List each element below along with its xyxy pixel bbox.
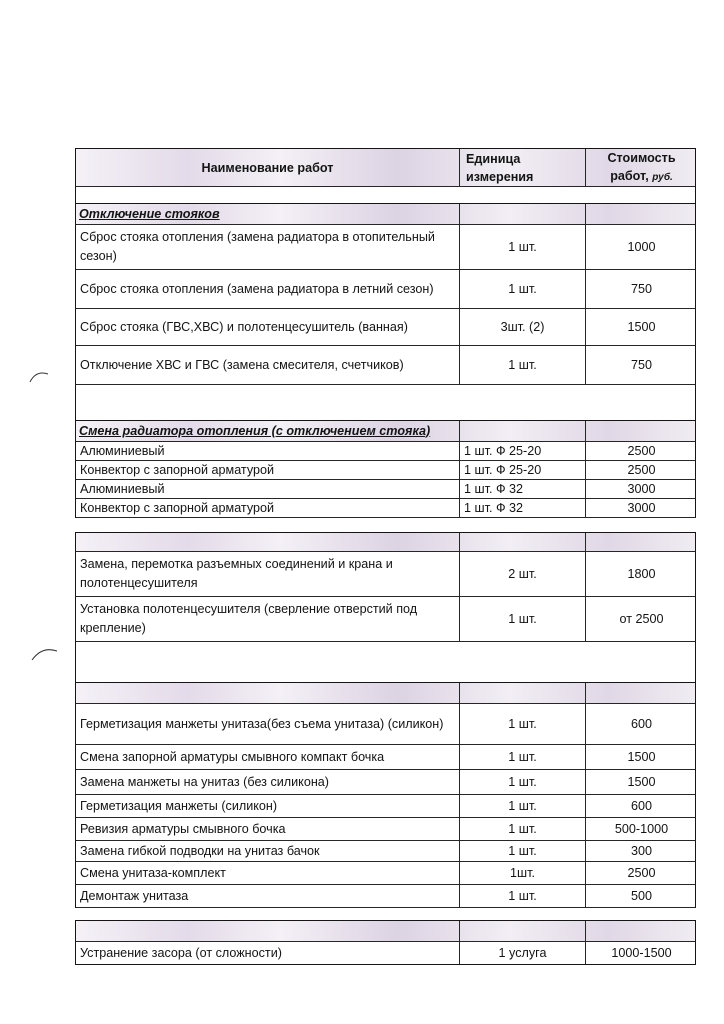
work-name: Сброс стояка отопления (замена радиатора в летний сезон) [76,270,460,308]
price-table-main [75,148,696,518]
table-row [75,885,696,908]
table-row [75,745,696,770]
work-price: 2500 [627,463,656,477]
table-header-row [75,148,696,187]
work-price: 750 [630,357,652,372]
table-row [75,225,696,270]
work-name: Смена унитаза-комплект [76,862,460,884]
table-row [75,499,696,518]
table-row [75,442,696,461]
work-unit: 1 шт. [460,795,586,817]
work-unit: 1 шт. [460,770,586,794]
work-price: 1000-1500 [611,945,672,960]
work-unit: 3шт. (2) [460,309,586,345]
work-unit: 1 шт. [460,704,586,744]
table-row [75,309,696,346]
table-row [75,270,696,309]
blank-header-row [75,682,696,704]
work-price: 2500 [627,444,656,458]
work-unit: 1 шт. [460,346,586,384]
work-price: 3000 [627,501,656,515]
table-row [75,862,696,885]
section-title-row [75,420,696,442]
table-row [75,795,696,818]
table-row [75,841,696,862]
blank-header-row [75,532,696,552]
work-name: Замена манжеты на унитаз (без силикона) [76,770,460,794]
work-name: Устранение засора (от сложности) [76,942,460,964]
work-name: Герметизация манжеты (силикон) [76,795,460,817]
table-spacer [75,385,696,420]
table-row [75,552,696,597]
work-unit: 1 шт. Ф 25-20 [460,442,586,461]
work-name: Смена запорной арматуры смывного компакт бочка [76,745,460,769]
work-price: 2500 [627,865,656,880]
work-unit: 2 шт. [460,552,586,596]
price-table-clog [75,920,696,965]
work-price: 600 [630,798,652,813]
table-row [75,346,696,385]
header-name-col: Наименование работ [76,149,460,187]
work-price: от 2500 [619,611,664,626]
work-unit: 1 шт. [460,270,586,308]
table-row [75,770,696,795]
work-price: 300 [630,843,652,858]
work-price: 500-1000 [614,821,669,836]
work-unit: 1шт. [460,862,586,884]
work-unit: 1 шт. Ф 25-20 [460,461,586,480]
section-title: Смена радиатора отопления (с отключением стояка) [76,421,460,441]
work-unit: 1 шт. [460,818,586,840]
section-title-row [75,203,696,225]
price-table-towel-dryer [75,532,696,908]
work-unit: 1 услуга [460,942,586,964]
margin-mark [28,368,52,386]
work-name: Сброс стояка (ГВС,ХВС) и полотенцесушитель (ванная) [76,309,460,345]
work-name: Демонтаж унитаза [76,885,460,907]
table-row [75,461,696,480]
work-name: Конвектор с запорной арматурой [76,461,460,480]
work-unit: 1 шт. [460,745,586,769]
work-price: 500 [630,888,652,903]
table-row [75,480,696,499]
work-name: Конвектор с запорной арматурой [76,499,460,518]
blank-header-row [75,920,696,942]
work-price: 3000 [627,482,656,496]
work-price: 1800 [627,566,656,581]
table-row [75,597,696,642]
work-price: 1500 [627,319,656,334]
work-name: Установка полотенцесушителя (сверление отверстий под крепление) [76,597,460,641]
work-unit: 1 шт. Ф 32 [460,499,586,518]
work-name: Сброс стояка отопления (замена радиатора в отопительный сезон) [76,225,460,269]
work-name: Алюминиевый [76,442,460,461]
table-row [75,942,696,965]
work-price: 600 [630,716,652,731]
header-unit-col: Единица измерения [460,149,586,187]
table-row [75,704,696,745]
work-unit: 1 шт. [460,225,586,269]
table-row [75,818,696,841]
work-price: 750 [630,281,652,296]
work-unit: 1 шт. [460,885,586,907]
work-name: Ревизия арматуры смывного бочка [76,818,460,840]
work-unit: 1 шт. [460,841,586,861]
work-name: Замена гибкой подводки на унитаз бачок [76,841,460,861]
work-name: Герметизация манжеты унитаза(без съема унитаза) (силикон) [76,704,460,744]
work-name: Алюминиевый [76,480,460,499]
work-name: Отключение ХВС и ГВС (замена смесителя, счетчиков) [76,346,460,384]
work-price: 1000 [627,239,656,254]
header-price-col: Стоимость работ, руб. [607,151,676,183]
work-unit: 1 шт. [460,597,586,641]
table-spacer [75,642,696,682]
work-price: 1500 [627,774,656,789]
table-spacer [75,187,696,203]
work-name: Замена, перемотка разъемных соединений и крана и полотенцесушителя [76,552,460,596]
margin-mark [30,644,60,664]
section-title: Отключение стояков [76,204,460,224]
work-price: 1500 [627,749,656,764]
work-unit: 1 шт. Ф 32 [460,480,586,499]
